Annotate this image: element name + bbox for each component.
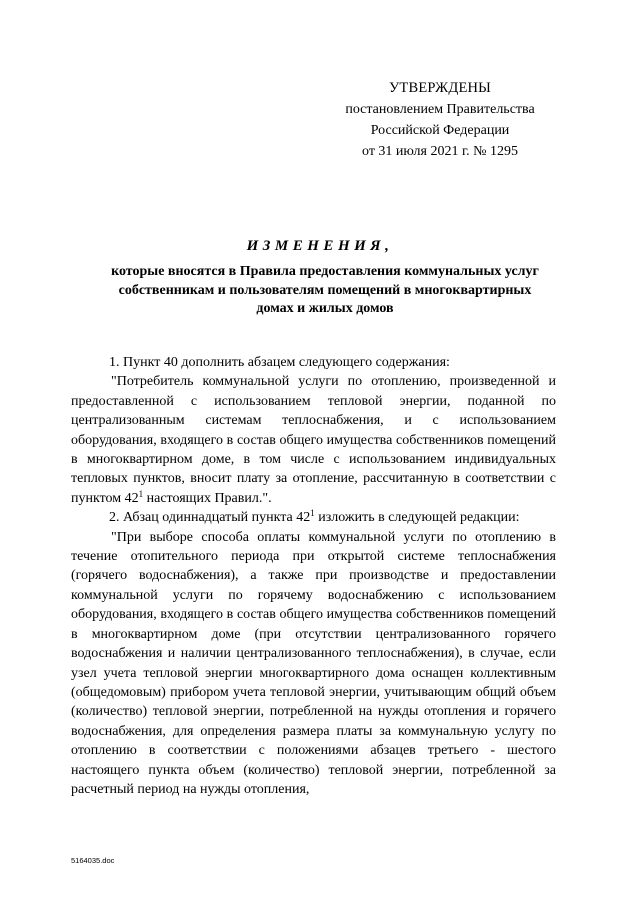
paragraph-quote-2 [71, 528, 556, 800]
document-subtitle [80, 263, 570, 319]
paragraph-text: "Потребитель коммунальной услуги по отоплению, произведенной и предоставленной с использованием тепловой энергии, поданной по централизованным системам теплоснабжения, и с использованием оборудования, входящего в состав общего имущества собственников помещений в многоквартирном доме, в том числе с использованием индивидуальных тепловых пунктов, вносит плату за отопление, рассчитанную в соответствии с пунктом 42 [71, 374, 556, 506]
paragraph-text: настоящих Правил.". [143, 490, 272, 506]
paragraph-text: 2. Абзац одиннадцатый пункта 42 [109, 510, 311, 526]
paragraph-item-2 [71, 508, 556, 527]
approval-line-government: Российской Федерации [370, 123, 510, 138]
file-name-footer: 5164035.doc [71, 856, 115, 865]
paragraph-item-1 [71, 353, 556, 372]
document-title: ИЗМЕНЕНИЯ, [246, 238, 394, 254]
subtitle-line: собственникам и пользователям помещений в многоквартирных [118, 282, 532, 298]
subtitle-line: которые вносятся в Правила предоставления коммунальных услуг [111, 264, 539, 279]
approval-line-resolution: постановлением Правительства [345, 102, 535, 117]
paragraph-text: "При выборе способа оплаты коммунальной услуги по отоплению в течение отопительного периода при открытой системе теплоснабжения (горячего водоснабжения), а также при производстве и предоставлении коммунальной услуги по горячему водоснабжению с использованием оборудования, входящего в состав общего имущества собственников помещений в многоквартирном доме (при отсутствии централизованного горячего водоснабжения и наличии централизованного теплоснабжения), в случае, если узел учета тепловой энергии многоквартирного дома оснащен коллективным (общедомовым) прибором учета тепловой энергии, учитывающим общий объем (количество) тепловой энергии, потребленной на нужды отопления и горячего водоснабжения, для определения размера платы за коммунальную услугу по отоплению в соответствии с положениями абзацев третьего - шестого настоящего пункта объем (количество) тепловой энергии, потребленной за расчетный период на нужды отопления, [71, 529, 556, 797]
subtitle-line: домах и жилых домов [256, 301, 394, 316]
superscript: 1 [138, 488, 144, 499]
superscript: 1 [310, 508, 315, 519]
paragraph-text: изложить в следующей редакции: [314, 510, 520, 526]
paragraph-quote-1 [71, 372, 556, 508]
document-body [71, 353, 556, 799]
approval-heading: УТВЕРЖДЕНЫ [388, 80, 492, 96]
approval-line-date-number: от 31 июля 2021 г. № 1295 [362, 144, 518, 159]
approval-block [340, 78, 540, 162]
paragraph-text: 1. Пункт 40 дополнить абзацем следующего содержания: [109, 355, 450, 370]
